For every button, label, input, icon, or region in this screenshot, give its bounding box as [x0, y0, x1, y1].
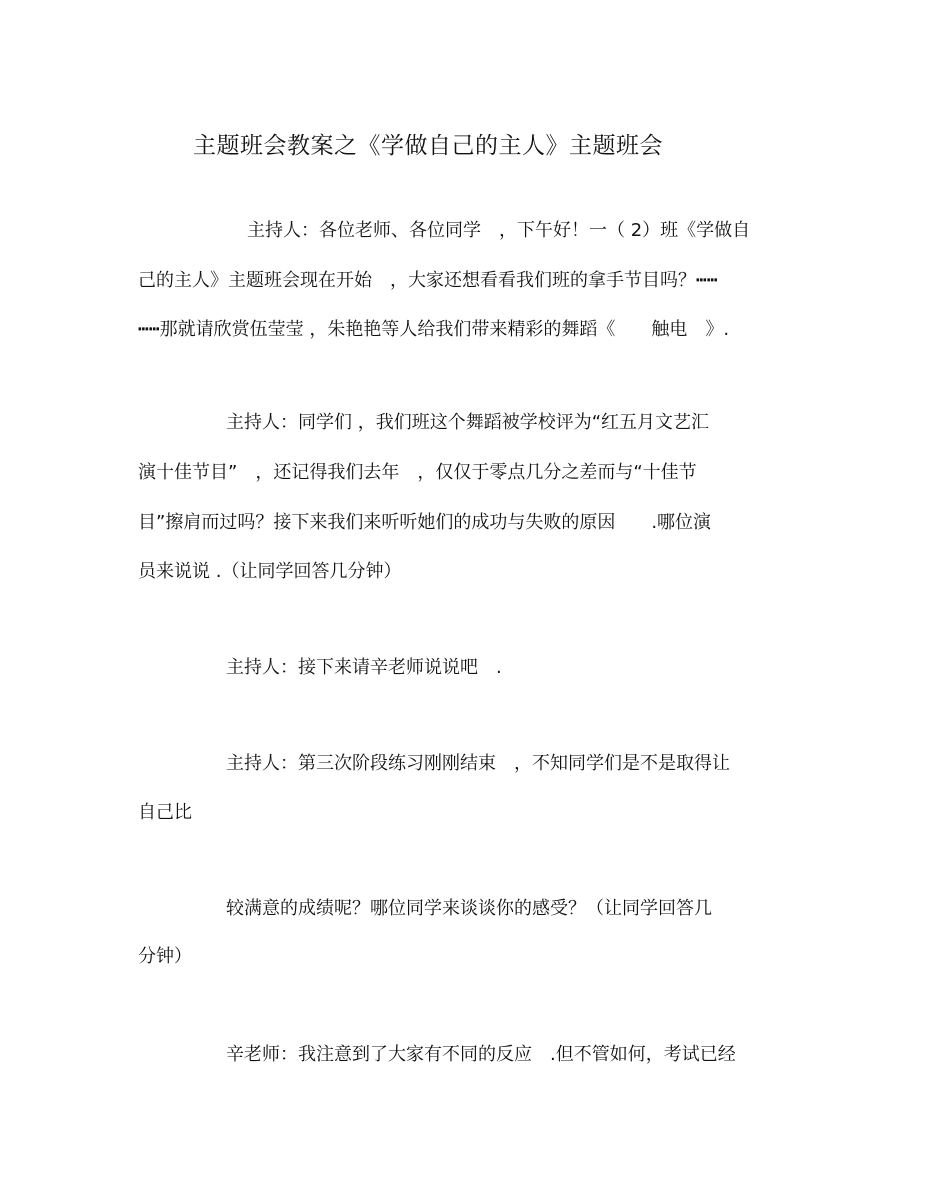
paragraph-line: 员来说说 .（让同学回答几分钟） — [138, 561, 402, 582]
paragraph-line: 主持人：各位老师、各位同学 ，下午好！一（ 2）班《学做自 — [247, 220, 751, 241]
paragraph-line: 分钟） — [138, 946, 192, 967]
paragraph-line: 主持人：同学们 ，我们班这个舞蹈被学校评为“红五月文艺汇 — [226, 412, 710, 433]
paragraph-line: 较满意的成绩呢？哪位同学来谈谈你的感受？（让同学回答几 — [226, 898, 712, 919]
paragraph-line: 辛老师：我注意到了大家有不同的反应 .但不管如何，考试已经 — [226, 1044, 736, 1065]
paragraph-line: ┅┅那就请欣赏伍莹莹 ，朱艳艳等人给我们带来精彩的舞蹈《 触电 》. — [138, 319, 730, 340]
paragraph-line: 主持人：第三次阶段练习刚刚结束 ，不知同学们是不是取得让 — [226, 753, 730, 774]
paragraph-line: 演十佳节目” ，还记得我们去年 ，仅仅于零点几分之差而与“十佳节 — [138, 462, 697, 483]
document-title: 主题班会教案之《学做自己的主人》主题班会 — [193, 133, 663, 159]
paragraph-line: 己的主人》主题班会现在开始 ，大家还想看看我们班的拿手节目吗？┅┅ — [138, 270, 718, 291]
paragraph-line: 主持人：接下来请辛老师说说吧 . — [226, 657, 502, 678]
paragraph-line: 目”擦肩而过吗？接下来我们来听听她们的成功与失败的原因 .哪位演 — [138, 512, 712, 533]
paragraph-line: 自己比 — [138, 802, 192, 823]
